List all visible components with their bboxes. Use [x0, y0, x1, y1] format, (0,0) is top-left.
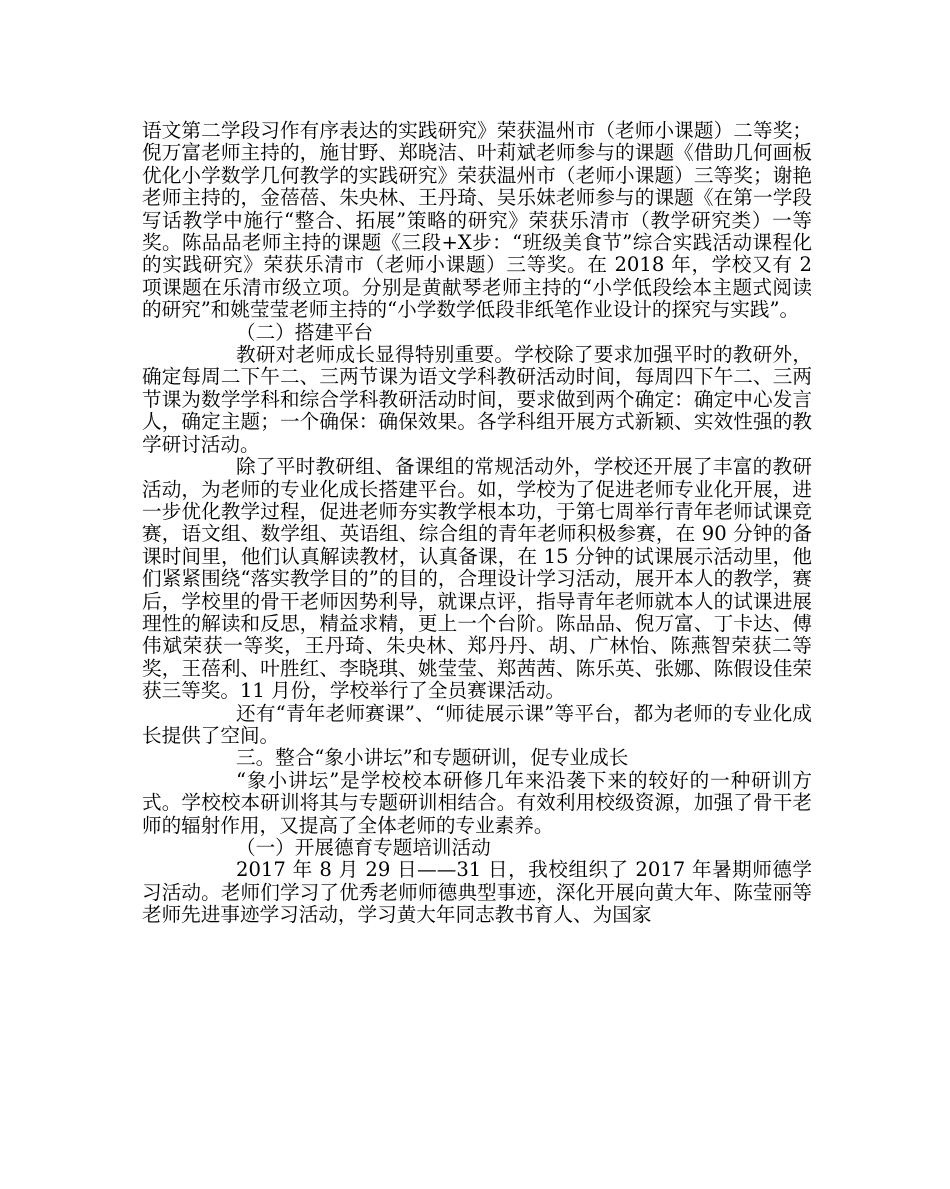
paragraph-continuation: 语文第二学段习作有序表达的实践研究》荣获温州市（老师小课题）二等奖；倪万富老师主持的，施甘野、郑晓洁、叶莉斌老师参与的课题《借助几何画板优化小学数学几何教学的实践研究》荣获温州市（老师小课题）三等奖；谢艳老师主持的，金蓓蓓、朱央林、王丹琦、吴乐妹老师参与的课题《在第一学段写话教学中施行“整合、拓展”策略的研究》荣获乐清市（教学研究类）一等奖。陈品品老师主持的课题《三段+X步：“班级美食节”综合实践活动课程化的实践研究》荣获乐清市（老师小课题）三等奖。在 2018 年，学校又有 2 项课题在乐清市级立项。分别是黄献琴老师主持的“小学低段绘本主题式阅读的研究”和姚莹莹老师主持的“小学数学低段非纸笔作业设计的探究与实践”。 — [142, 119, 812, 322]
paragraph-teaching-research: 教研对老师成长显得特别重要。学校除了要求加强平时的教研外，确定每周二下午二、三两节课为语文学科教研活动时间，每周四下午二、三两节课为数学学科和综合学科教研活动时间，要求做到两个确定：确定中心发言人，确定主题；一个确保：确保效果。各学科组开展方式新颖、实效性强的教学研讨活动。 — [142, 343, 812, 456]
section-heading-platform: （二）搭建平台 — [236, 320, 374, 344]
paragraph-platforms: 还有“青年老师赛课”、“师徒展示课”等平台，都为老师的专业化成长提供了空间。 — [142, 701, 812, 747]
section-heading-forum: 三。整合“象小讲坛”和专题研训，促专业成长 — [236, 746, 629, 770]
paragraph-activities: 除了平时教研组、备课组的常规活动外，学校还开展了丰富的教研活动，为老师的专业化成长搭建平台。如，学校为了促进老师专业化开展，进一步优化教学过程，促进老师夯实教学根本功，于第七周举行青年老师试课竞赛，语文组、数学组、英语组、综合组的青年老师积极参赛，在 90 分钟的备课时间里，他们认真解读教材，认真备课，在 15 分钟的试课展示活动里，他们紧紧围绕“落实教学目的”的目的，合理设计学习活动，展开本人的教学，赛后，学校里的骨干老师因势利导，就课点评，指导青年老师就本人的试课进展理性的解读和反思，精益求精，更上一个台阶。陈品品、倪万富、丁卡达、傅伟斌荣获一等奖，王丹琦、朱央林、郑丹丹、胡、广林怡、陈燕智荣获二等奖，王蓓利、叶胜红、李晓琪、姚莹莹、郑茜茜、陈乐英、张娜、陈假设佳荣获三等奖。11 月份，学校举行了全员赛课活动。 — [142, 455, 812, 703]
paragraph-moral-training: 2017 年 8 月 29 日——31 日，我校组织了 2017 年暑期师德学习活动。老师们学习了优秀老师师德典型事迹，深化开展向黄大年、陈莹丽等老师先进事迹学习活动，学习黄大年同志教书育人、为国家 — [142, 858, 812, 927]
document-body — [142, 120, 812, 927]
section-heading-moral-training: （一）开展德育专题培训活动 — [236, 836, 491, 859]
paragraph-forum: “象小讲坛”是学校校本研修几年来沿袭下来的较好的一种研训方式。学校校本研训将其与专题研训相结合。有效利用校级资源，加强了骨干老师的辐射作用，又提高了全体老师的专业素养。 — [142, 768, 812, 837]
